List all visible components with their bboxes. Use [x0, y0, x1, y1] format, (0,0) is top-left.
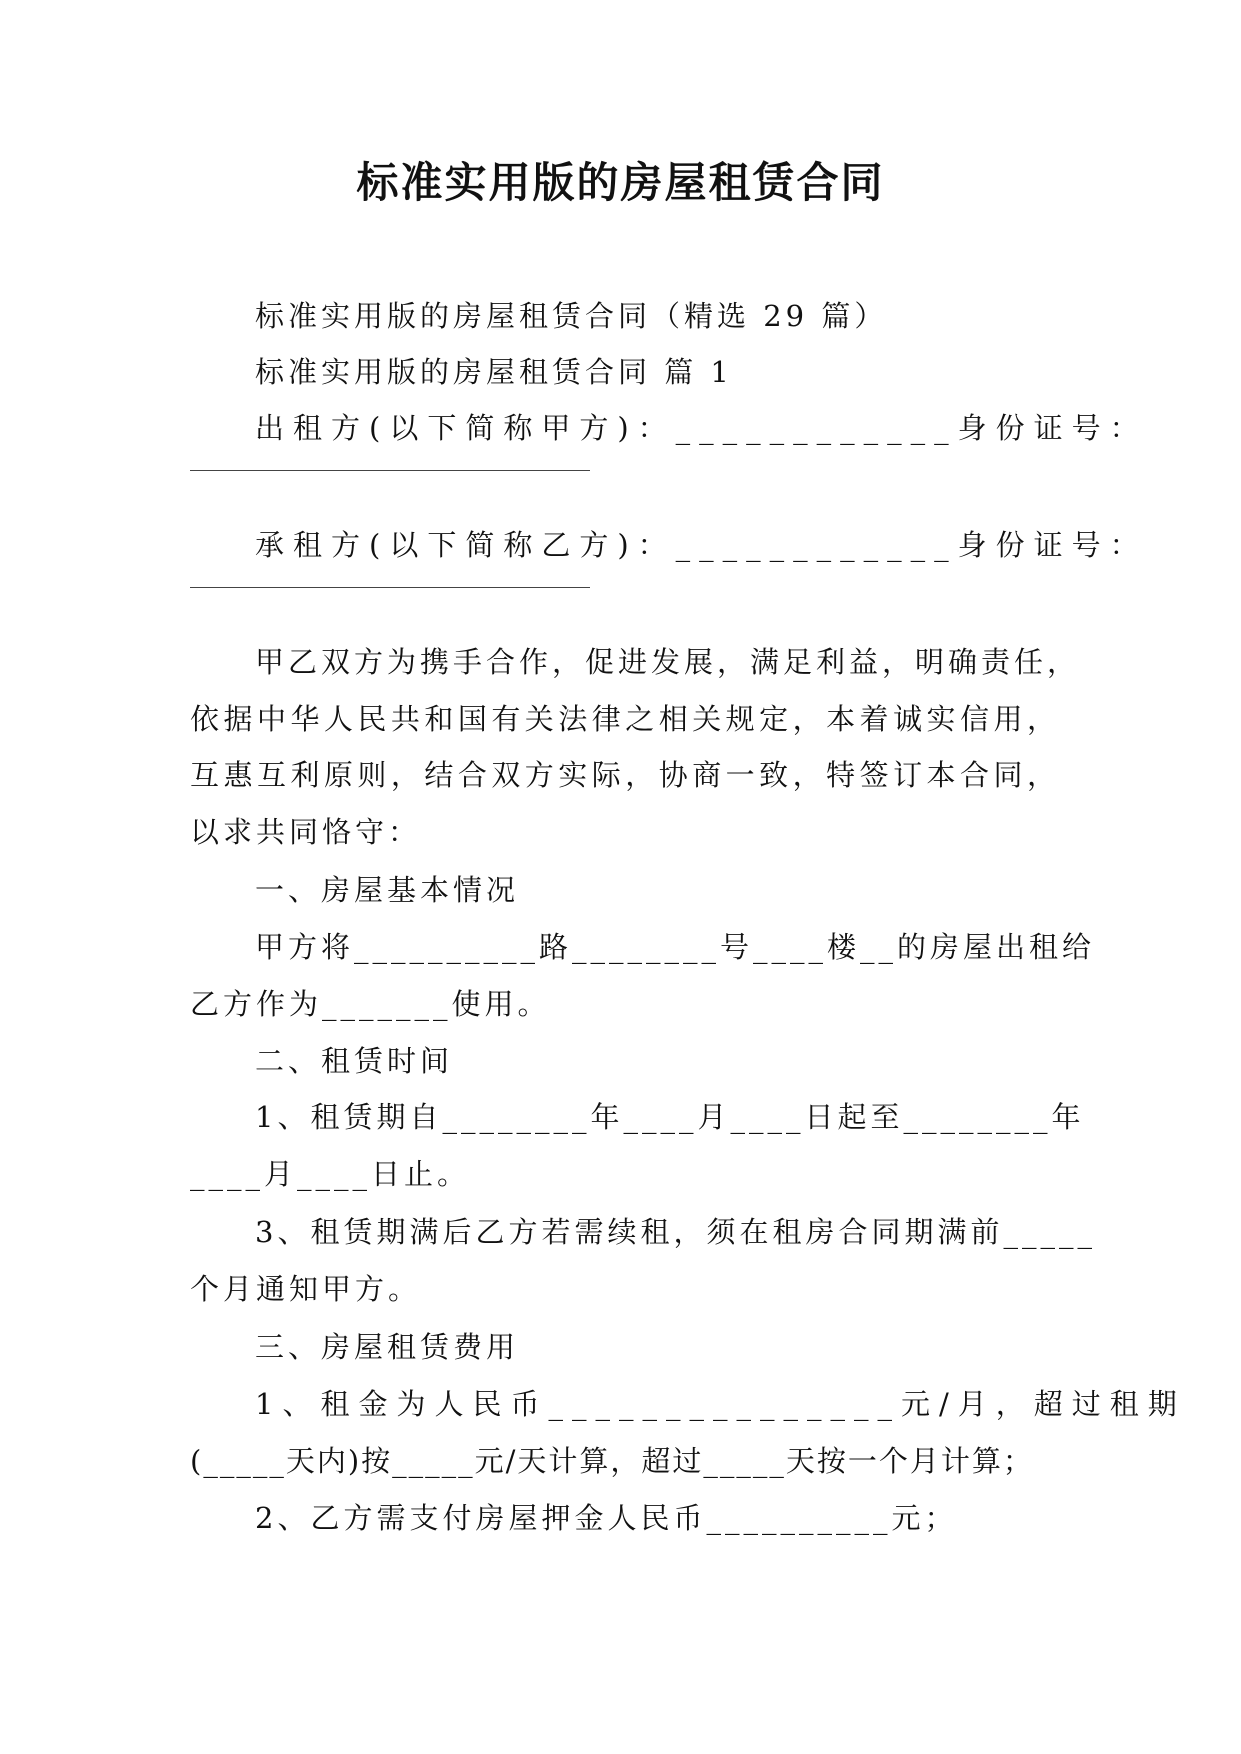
- paragraph-line: (_____天内)按_____元/天计算，超过_____天按一个月计算；: [190, 1444, 1034, 1478]
- section-heading: 三、房屋租赁费用: [255, 1330, 520, 1364]
- section-heading: 标准实用版的房屋租赁合同 篇 1: [255, 355, 733, 389]
- paragraph-line: 甲方将__________路________号____楼__的房屋出租给: [255, 930, 1096, 964]
- paragraph-line: 依据中华人民共和国有关法律之相关规定，本着诚实信用，: [190, 702, 1060, 736]
- paragraph-line: 甲乙双方为携手合作，促进发展，满足利益，明确责任，: [255, 645, 1081, 679]
- paragraph-line: ____月____日止。: [190, 1157, 471, 1191]
- paragraph-line: 乙方作为_______使用。: [190, 987, 551, 1021]
- paragraph-line: 以求共同恪守：: [190, 815, 422, 849]
- paragraph-line: 1、租赁期自________年____月____日起至________年: [255, 1100, 1085, 1134]
- paragraph-line: 3、租赁期满后乙方若需续租，须在租房合同期满前_____: [255, 1215, 1096, 1249]
- lessor-line: 出租方(以下简称甲方)：____________身份证号：: [255, 411, 1148, 445]
- section-heading: 二、租赁时间: [255, 1044, 454, 1078]
- lessor-id-blank: [190, 470, 590, 471]
- paragraph-line: 个月通知甲方。: [190, 1272, 422, 1306]
- lessee-line: 承租方(以下简称乙方)：____________身份证号：: [255, 528, 1148, 562]
- page-title: 标准实用版的房屋租赁合同: [356, 158, 885, 207]
- subtitle-line: 标准实用版的房屋租赁合同（精选 29 篇）: [255, 299, 888, 333]
- section-heading: 一、房屋基本情况: [255, 873, 520, 907]
- paragraph-line: 互惠互利原则，结合双方实际，协商一致，特签订本合同，: [190, 758, 1060, 792]
- paragraph-line: 2、乙方需支付房屋押金人民币__________元；: [255, 1501, 958, 1535]
- paragraph-line: 1、租金为人民币_______________元/月，超过租期: [255, 1387, 1186, 1421]
- lessee-id-blank: [190, 587, 590, 588]
